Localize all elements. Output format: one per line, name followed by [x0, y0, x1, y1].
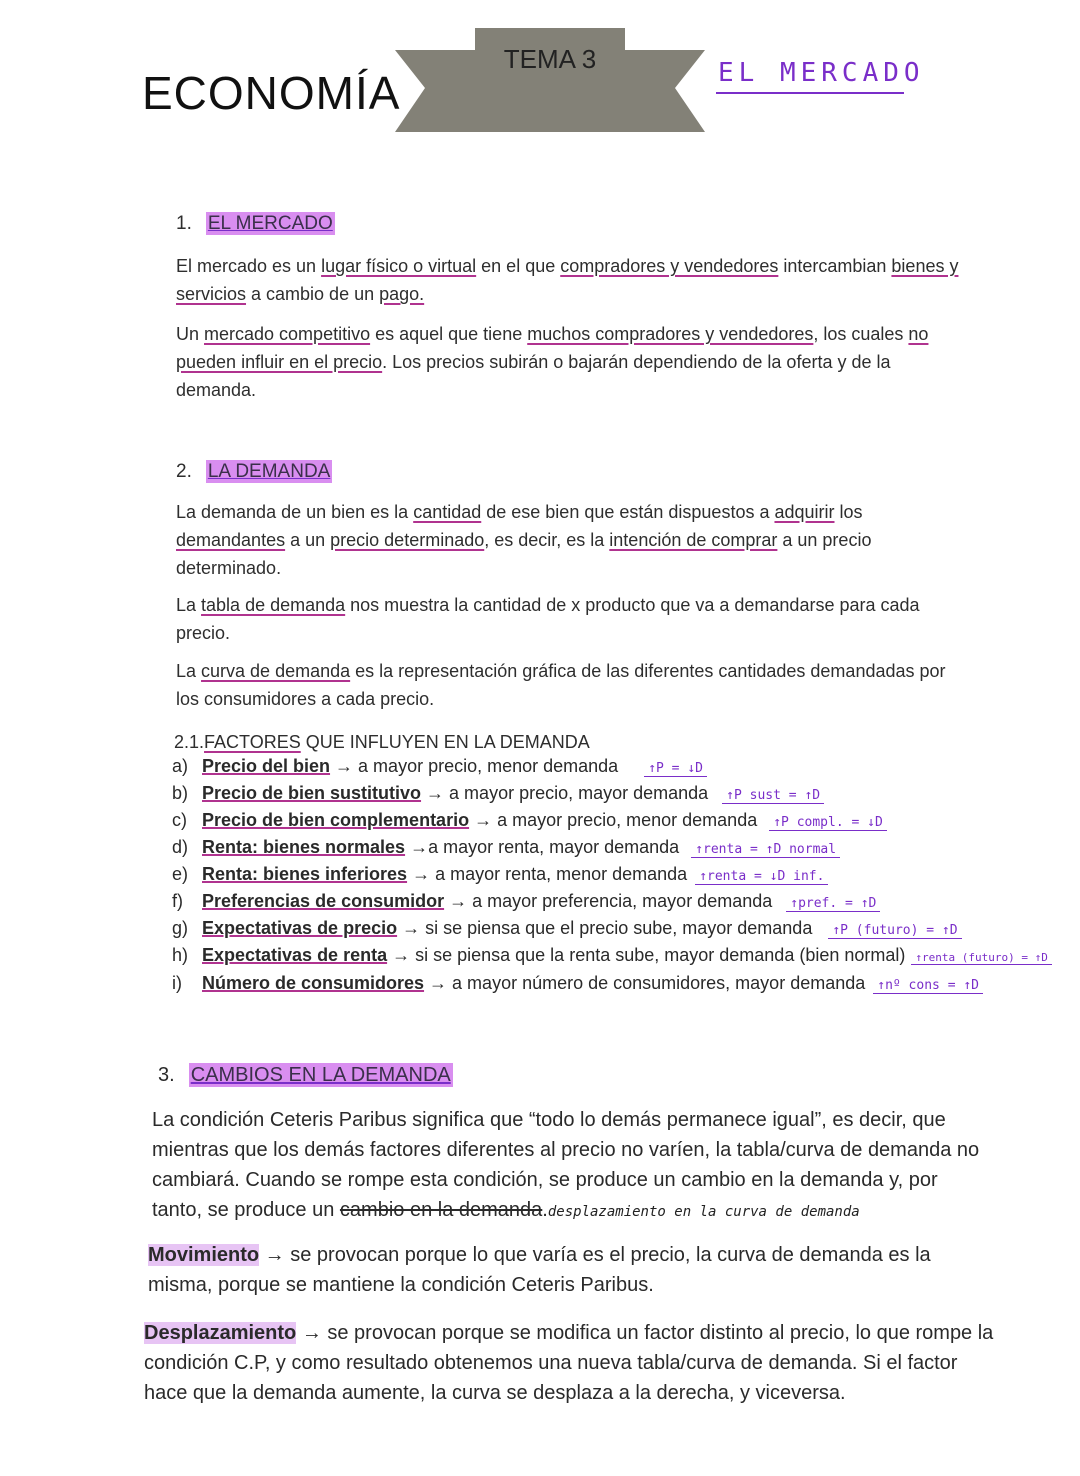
factor-name: Expectativas de renta	[202, 945, 388, 965]
factor-item	[172, 891, 880, 912]
subsection-number: 2.1.	[174, 732, 205, 752]
handwritten-note: ↑P = ↓D	[644, 761, 707, 777]
text: La condición Ceteris Paribus significa que “todo lo demás permanece igual”, es decir, que mientras que los demás factores diferentes al precio no varíen, la tabla/curva de demanda no cambiará. Cuando se rompe esta condición, se produce un cambio en la demanda y, por tanto, se produce un	[152, 1109, 980, 1221]
handwritten-note: ↑nº cons = ↑D	[873, 978, 983, 994]
section-2-heading	[176, 458, 332, 486]
text: los	[834, 502, 863, 522]
section-1-paragraph-1	[176, 252, 966, 308]
text: . Los precios subirán o bajarán dependiendo de la oferta y de la demanda.	[176, 352, 891, 400]
section-2-number: 2.	[176, 461, 192, 482]
text: a cambio de un	[246, 284, 380, 304]
section-3-title: CAMBIOS EN LA DEMANDA	[190, 1064, 451, 1086]
factor-name: Número de consumidores	[202, 973, 425, 993]
factor-description: → a mayor preferencia, mayor demanda	[444, 891, 773, 911]
factor-description: → a mayor renta, menor demanda	[407, 864, 688, 884]
factor-item	[172, 756, 707, 777]
text: a un	[285, 530, 331, 550]
handwritten-note: ↑P compl. = ↓D	[769, 815, 887, 831]
underlined-text: tabla de demanda	[201, 595, 346, 615]
factor-letter: b)	[172, 783, 189, 803]
handwritten-note: ↑renta (futuro) = ↑D	[911, 951, 1051, 965]
section-3-number: 3.	[158, 1064, 175, 1086]
factor-letter: d)	[172, 837, 189, 857]
underlined-text: adquirir	[774, 502, 835, 522]
underlined-text: intención de comprar	[609, 530, 778, 550]
factor-name: Preferencias de consumidor	[202, 891, 445, 911]
factor-item	[172, 918, 962, 939]
text: La demanda de un bien es la	[176, 502, 414, 522]
text: de ese bien que están dispuestos a	[481, 502, 775, 522]
desplazamiento-paragraph	[144, 1318, 994, 1408]
factor-item	[172, 810, 887, 831]
factor-description: → a mayor precio, menor demanda	[330, 756, 619, 776]
factor-letter: f)	[172, 891, 183, 911]
text: QUE INFLUYEN EN LA DEMANDA	[300, 732, 590, 752]
text: La	[176, 661, 202, 681]
text: nos muestra la cantidad de x producto que va a demandarse para cada precio.	[176, 595, 920, 643]
factor-description: →a mayor renta, mayor demanda	[405, 837, 680, 857]
factor-item	[172, 973, 983, 994]
handwritten-note: ↑P (futuro) = ↑D	[828, 923, 961, 939]
factor-description: → a mayor número de consumidores, mayor demanda	[424, 973, 866, 993]
factor-item	[172, 945, 1052, 966]
text: El mercado es un	[176, 256, 322, 276]
text: La	[176, 595, 202, 615]
text: es aquel que tiene	[370, 324, 528, 344]
factor-name: Renta: bienes inferiores	[202, 864, 408, 884]
handwritten-correction: desplazamiento en la curva de demanda	[547, 1204, 860, 1220]
text: a un precio determinado.	[176, 530, 872, 578]
handwritten-note: ↑pref. = ↑D	[786, 896, 880, 912]
section-2-paragraph-3	[176, 657, 956, 713]
section-3-heading	[158, 1060, 453, 1090]
text: en el que	[476, 256, 561, 276]
factor-item	[172, 783, 824, 804]
text: Un	[176, 324, 205, 344]
underlined-text: pago.	[379, 284, 425, 304]
underlined-text: compradores y vendedores	[560, 256, 779, 276]
factor-description: → a mayor precio, menor demanda	[469, 810, 758, 830]
handwritten-note: ↑renta = ↑D normal	[691, 842, 840, 858]
factor-item	[172, 864, 828, 885]
text: , los cuales	[813, 324, 909, 344]
handwritten-note: ↑renta = ↓D inf.	[695, 869, 828, 885]
section-1-heading	[176, 210, 335, 238]
factor-letter: a)	[172, 756, 189, 776]
underlined-text: demandantes	[176, 530, 286, 550]
text: es la representación gráfica de las diferentes cantidades demandadas por los consumidores a cada precio.	[176, 661, 946, 709]
factor-name: Renta: bienes normales	[202, 837, 406, 857]
factor-description: → si se piensa que la renta sube, mayor demanda (bien normal)	[387, 945, 906, 965]
text: intercambian	[778, 256, 892, 276]
term-desplazamiento: Desplazamiento	[144, 1322, 297, 1344]
factor-description: → si se piensa que el precio sube, mayor demanda	[397, 918, 813, 938]
underlined-text: no pueden influir en el precio	[176, 324, 929, 372]
section-2-paragraph-1	[176, 498, 916, 582]
factor-description: → a mayor precio, mayor demanda	[421, 783, 709, 803]
factor-letter: e)	[172, 864, 189, 884]
handwritten-note: ↑P sust = ↑D	[722, 788, 824, 804]
factor-name: Precio de bien sustitutivo	[202, 783, 422, 803]
underlined-text: FACTORES	[204, 732, 301, 752]
handwritten-title: EL MERCADO	[718, 58, 925, 88]
handwritten-title-underline	[716, 92, 904, 94]
underlined-text: precio determinado	[330, 530, 485, 550]
term-movimiento: Movimiento	[148, 1244, 260, 1266]
underlined-text: bienes y servicios	[176, 256, 959, 304]
section-2-title: LA DEMANDA	[207, 461, 331, 482]
factor-name: Precio de bien complementario	[202, 810, 470, 830]
factor-name: Expectativas de precio	[202, 918, 398, 938]
text: → se provocan porque se modifica un factor distinto al precio, lo que rompe la condición C.P, y como resultado obtenemos una nueva tabla/curva de demanda. Si el factor hace que la demanda aumente, la curva se desplaza a la derecha, y viceversa.	[144, 1322, 994, 1404]
banner-label: TEMA 3	[503, 44, 597, 74]
section-1-number: 1.	[176, 213, 192, 234]
text: .	[542, 1199, 548, 1221]
factor-letter: h)	[172, 945, 189, 965]
factor-letter: g)	[172, 918, 189, 938]
subject-title: ECONOMÍA	[142, 67, 401, 119]
underlined-text: mercado competitivo	[204, 324, 371, 344]
text: → se provocan porque lo que varía es el precio, la curva de demanda es la misma, porque se mantiene la condición Ceteris Paribus.	[148, 1244, 931, 1296]
movimiento-paragraph	[148, 1240, 988, 1300]
section-1-title: EL MERCADO	[207, 213, 333, 234]
text: , es decir, es la	[484, 530, 610, 550]
section-3-paragraph-1	[152, 1105, 982, 1227]
factor-letter: c)	[172, 810, 187, 830]
struck-text: cambio en la demanda	[339, 1199, 543, 1221]
section-1-paragraph-2	[176, 320, 946, 404]
underlined-text: curva de demanda	[201, 661, 351, 681]
factor-name: Precio del bien	[202, 756, 331, 776]
underlined-text: muchos compradores y vendedores	[527, 324, 814, 344]
section-2-paragraph-2	[176, 591, 946, 647]
underlined-text: lugar físico o virtual	[321, 256, 477, 276]
subsection-heading	[174, 728, 590, 756]
underlined-text: cantidad	[413, 502, 482, 522]
factor-letter: i)	[172, 973, 182, 993]
factor-item	[172, 837, 840, 858]
